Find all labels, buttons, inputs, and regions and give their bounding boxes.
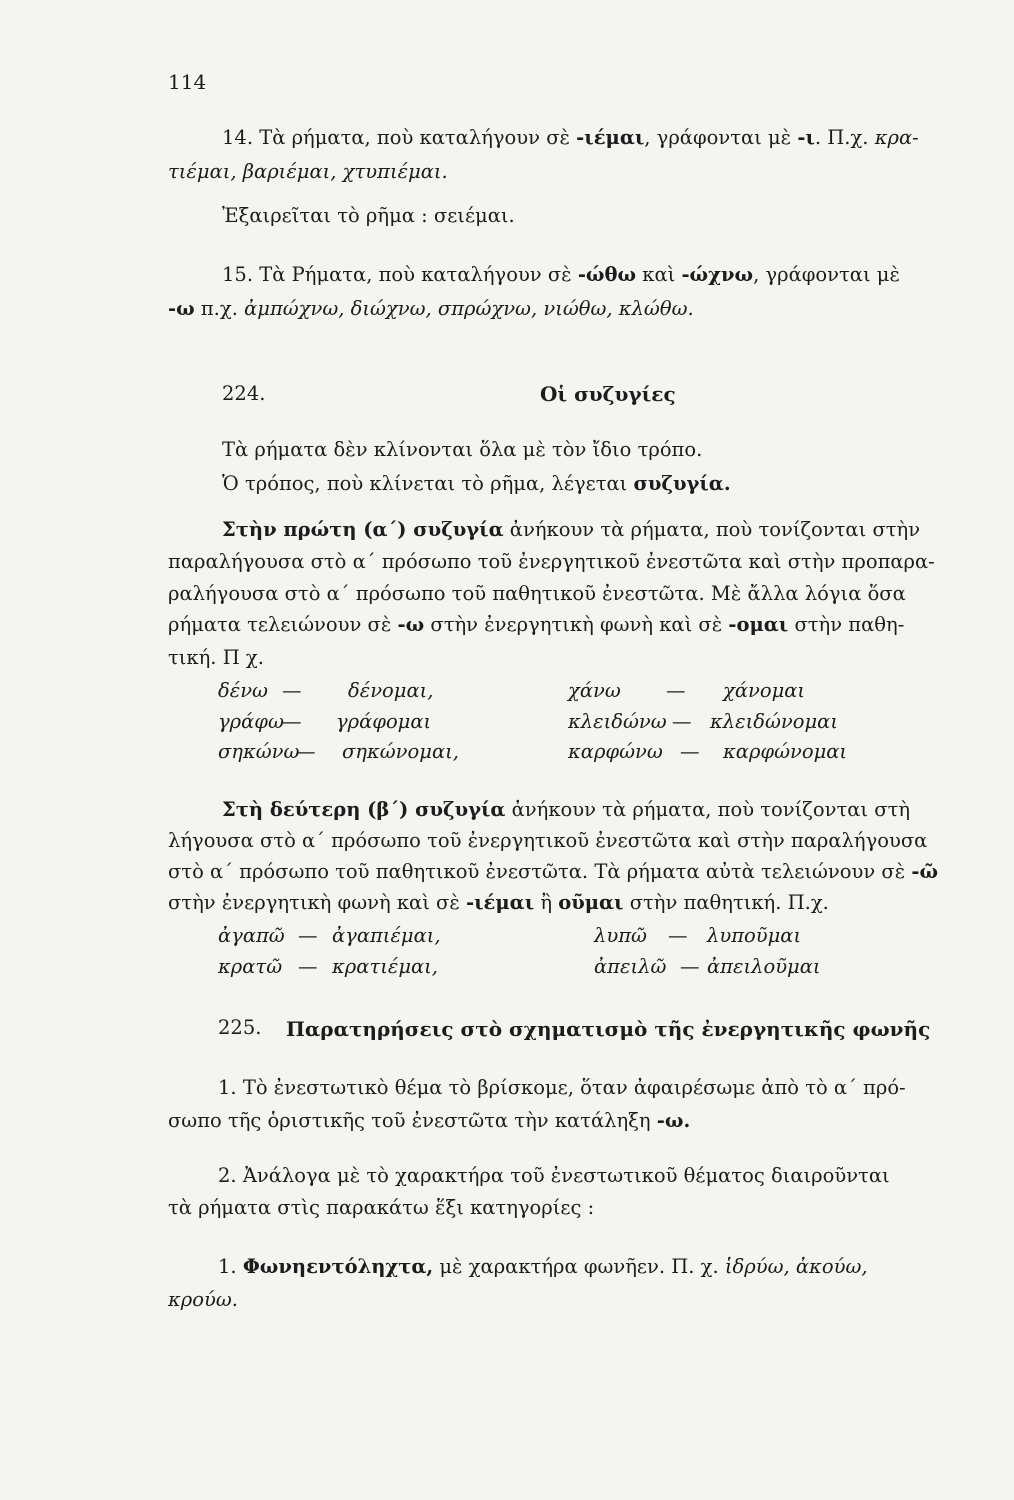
example-active: λυπῶ xyxy=(594,924,647,947)
first-conjugation-ending-1: -ω xyxy=(397,613,425,636)
example-dash: — xyxy=(668,924,688,947)
example-active: ἀπειλῶ xyxy=(594,955,667,978)
second-conjugation-text-4b: ἢ xyxy=(534,891,559,914)
observation-1-number: 1. xyxy=(218,1076,237,1099)
rule-14-line-1 xyxy=(222,128,919,148)
rule-15-number: 15. xyxy=(222,263,254,286)
first-conjugation-text-4b: στὴν ἐνεργητικὴ φωνὴ καὶ σὲ xyxy=(424,613,729,636)
rule-15-examples: ἀμπώχνω, διώχνω, σπρώχνω, νιώθω, κλώθω. xyxy=(244,297,694,320)
rule-14-line-2: τιέμαι, βαριέμαι, χτυπιέμαι. xyxy=(168,160,448,183)
example-active: σηκώνω xyxy=(218,740,300,763)
first-conjugation-ending-2: -ομαι xyxy=(728,613,789,636)
example-passive: λυποῦμαι xyxy=(707,924,802,947)
section-224-number: 224. xyxy=(222,382,266,405)
rule-15-ending-2: -ώχνω xyxy=(681,263,754,286)
second-conjugation-text-3: στὸ α΄ πρόσωπο τοῦ παθητικοῦ ἐνεστῶτα. Τὰ ρήματα αὐτὰ τελειώνουν σὲ xyxy=(168,860,912,883)
observation-2-line-1 xyxy=(218,1166,890,1186)
rule-15-text: Τὰ Ρήματα, ποὺ καταλήγουν σὲ xyxy=(259,263,578,286)
section-224-title: Οἱ συζυγίες xyxy=(540,382,676,406)
example-active: ἀγαπῶ xyxy=(218,924,285,947)
example-passive: ἀγαπιέμαι, xyxy=(332,924,441,947)
observation-1-ending: -ω. xyxy=(656,1109,691,1132)
rule-14-text: Τὰ ρήματα, ποὺ καταλήγουν σὲ xyxy=(259,126,577,149)
rule-14-exception: Ἐξαιρεῖται τὸ ρῆμα : σειέμαι. xyxy=(222,204,515,227)
first-conjugation-line-1 xyxy=(222,520,920,540)
first-conjugation-text-4c: στὴν παθη- xyxy=(788,613,905,636)
section-224-para-2 xyxy=(222,474,731,494)
rule-14-text-b: , γράφονται μὲ xyxy=(644,126,798,149)
rule-15-text-c: , γράφονται μὲ xyxy=(753,263,900,286)
rule-14-ending-1: -ιέμαι xyxy=(576,126,645,149)
rule-14-text-c: . Π.χ. xyxy=(814,126,875,149)
example-dash: — xyxy=(282,679,302,702)
section-225-number: 225. xyxy=(218,1016,262,1039)
second-conjugation-text-1: ἀνήκουν τὰ ρήματα, ποὺ τονίζονται στὴ xyxy=(505,798,911,821)
observation-1-text-2: σωπο τῆς ὁριστικῆς τοῦ ἐνεστῶτα τὴν κατάληξη xyxy=(168,1109,657,1132)
example-passive: δένομαι, xyxy=(348,679,434,702)
second-conjugation-line-3 xyxy=(168,862,938,882)
example-dash: — xyxy=(298,955,318,978)
example-active: χάνω xyxy=(568,679,621,702)
first-conjugation-text-4a: ρήματα τελειώνουν σὲ xyxy=(168,613,398,636)
category-1-line-2: κρούω. xyxy=(168,1288,238,1311)
rule-15-ending-1: -ώθω xyxy=(577,263,637,286)
example-passive: σηκώνομαι, xyxy=(342,740,459,763)
example-passive: κλειδώνομαι xyxy=(710,710,838,733)
example-active: δένω xyxy=(218,679,268,702)
rule-15-ending-3: -ω xyxy=(168,297,195,320)
section-224-para-1: Τὰ ρήματα δὲν κλίνονται ὅλα μὲ τὸν ἴδιο τρόπο. xyxy=(222,438,703,461)
example-passive: ἀπειλοῦμαι xyxy=(707,955,821,978)
category-1-text: μὲ χαρακτήρα φωνῆεν. Π. χ. xyxy=(433,1255,725,1278)
example-dash: — xyxy=(680,955,700,978)
observation-1-line-2 xyxy=(168,1111,690,1131)
example-dash: — xyxy=(672,710,692,733)
first-conjugation-term: Στὴν πρώτη (α΄) συζυγία xyxy=(222,518,504,541)
rule-14-ending-2: -ι xyxy=(797,126,815,149)
example-passive: κρατιέμαι, xyxy=(332,955,439,978)
second-conjugation-text-4a: στὴν ἐνεργητικὴ φωνὴ καὶ σὲ xyxy=(168,891,467,914)
rule-14-number: 14. xyxy=(222,126,254,149)
rule-15-text-d: π.χ. xyxy=(194,297,245,320)
rule-14-example-1: κρα- xyxy=(874,126,919,149)
category-1-examples: ἱδρύω, ἀκούω, xyxy=(724,1255,868,1278)
observation-1-line-1 xyxy=(218,1078,906,1098)
second-conjugation-line-1 xyxy=(222,800,910,820)
example-dash: — xyxy=(296,740,316,763)
observation-2-line-2: τὰ ρήματα στὶς παρακάτω ἕξι κατηγορίες : xyxy=(168,1196,595,1219)
first-conjugation-line-5: τική. Π χ. xyxy=(168,646,264,669)
second-conjugation-ending-0: -ῶ xyxy=(911,860,939,883)
first-conjugation-text-1: ἀνήκουν τὰ ρήματα, ποὺ τονίζονται στὴν xyxy=(503,518,921,541)
first-conjugation-line-2: παραλήγουσα στὸ α΄ πρόσωπο τοῦ ἐνεργητικοῦ ἐνεστῶτα καὶ στὴν προπαρα- xyxy=(168,550,935,573)
section-225-title: Παρατηρήσεις στὸ σχηματισμὸ τῆς ἐνεργητικῆς φωνῆς xyxy=(286,1017,931,1041)
observation-2-text: Ἀνάλογα μὲ τὸ χαρακτήρα τοῦ ἐνεστωτικοῦ θέματος διαιροῦνται xyxy=(242,1164,890,1187)
example-active: κρατῶ xyxy=(218,955,283,978)
example-dash: — xyxy=(666,679,686,702)
second-conjugation-line-2: λήγουσα στὸ α΄ πρόσωπο τοῦ ἐνεργητικοῦ ἐνεστῶτα καὶ στὴν παραλήγουσα xyxy=(168,829,928,852)
example-active: καρφώνω xyxy=(568,740,663,763)
second-conjugation-ending-1: -ιέμαι xyxy=(466,891,535,914)
rule-15-line-2 xyxy=(168,299,694,319)
category-1-term: Φωνηεντόληχτα, xyxy=(242,1255,434,1278)
example-active: γράφω xyxy=(218,710,284,733)
second-conjugation-term: Στὴ δεύτερη (β΄) συζυγία xyxy=(222,798,506,821)
example-passive: γράφομαι xyxy=(336,710,432,733)
example-dash: — xyxy=(298,924,318,947)
rule-15-text-b: καὶ xyxy=(636,263,682,286)
example-passive: χάνομαι xyxy=(723,679,806,702)
category-1-number: 1. xyxy=(218,1255,237,1278)
term-syzygia: συζυγία. xyxy=(633,472,731,495)
example-active: κλειδώνω xyxy=(568,710,667,733)
example-dash: — xyxy=(680,740,700,763)
rule-15-line-1 xyxy=(222,265,900,285)
section-224-para-2-text: Ὁ τρόπος, ποὺ κλίνεται τὸ ρῆμα, λέγεται xyxy=(222,472,634,495)
example-dash: — xyxy=(282,710,302,733)
second-conjugation-line-4 xyxy=(168,893,829,913)
observation-1-text: Τὸ ἐνεστωτικὸ θέμα τὸ βρίσκομε, ὅταν ἀφαιρέσωμε ἀπὸ τὸ α΄ πρό- xyxy=(242,1076,906,1099)
first-conjugation-line-3: ραλήγουσα στὸ α΄ πρόσωπο τοῦ παθητικοῦ ἐνεστῶτα. Μὲ ἄλλα λόγια ὅσα xyxy=(168,582,906,605)
page-number: 114 xyxy=(168,70,207,94)
second-conjugation-ending-2: οῦμαι xyxy=(558,891,624,914)
second-conjugation-text-4c: στὴν παθητική. Π.χ. xyxy=(623,891,829,914)
category-1-line-1 xyxy=(218,1257,868,1277)
observation-2-number: 2. xyxy=(218,1164,237,1187)
first-conjugation-line-4 xyxy=(168,615,904,635)
example-passive: καρφώνομαι xyxy=(723,740,848,763)
